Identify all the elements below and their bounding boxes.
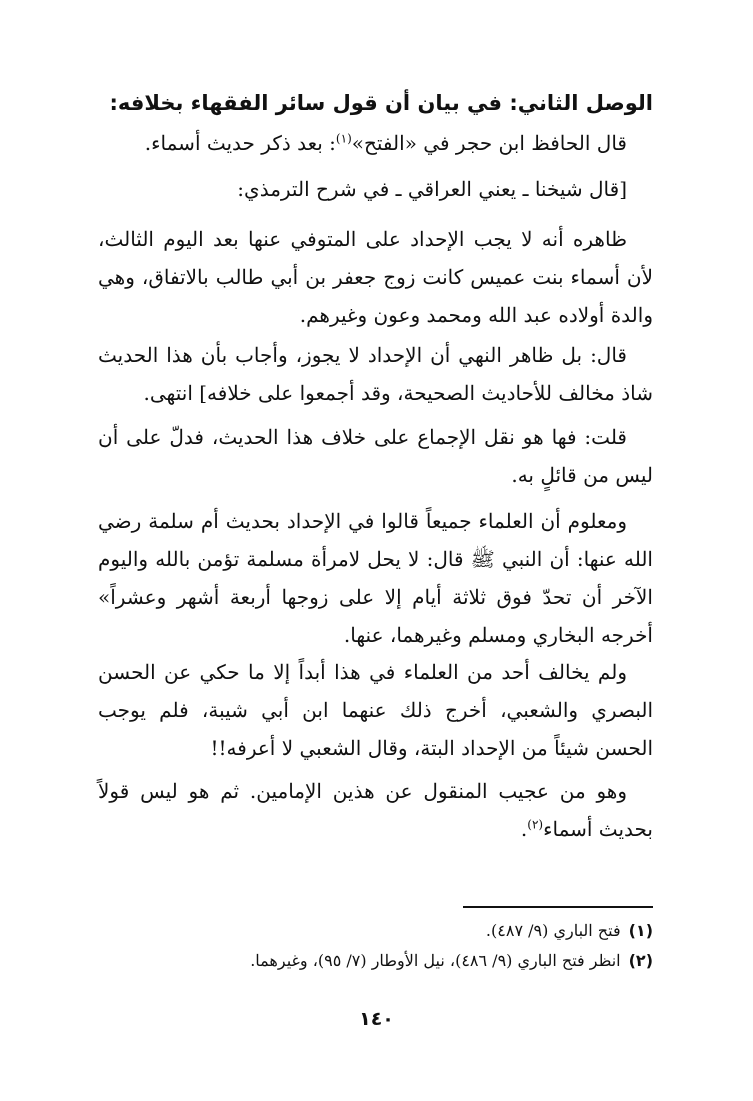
footnote-text: فتح الباري (٩/ ٤٨٧).	[485, 921, 621, 940]
paragraph-6: ومعلوم أن العلماء جميعاً قالوا في الإحداد بحديث أم سلمة رضي الله عنها: أن النبي ﷺ قال: لا يحل لامرأة مسلمة تؤمن بالله واليوم الآخر أن تحدّ فوق ثلاثة أيام إلا على زوجها أربعة أشهر وعشراً» أخرجه البخاري ومسلم وغيرهما، عنها.	[98, 509, 653, 647]
paragraph-8-text-b: .	[520, 817, 528, 841]
paragraph-1-text-b: : بعد ذكر حديث أسماء.	[144, 131, 336, 155]
paragraph-1-text-a: قال الحافظ ابن حجر في «الفتح»	[351, 131, 627, 155]
footnote-item	[98, 946, 653, 976]
paragraph-8	[98, 772, 653, 848]
paragraph-3: ظاهره أنه لا يجب الإحداد على المتوفي عنها بعد اليوم الثالث، لأن أسماء بنت عميس كانت زوج جعفر بن أبي طالب بالاتفاق، وهي والدة أولاده عبد الله ومحمد وعون وغيرهم.	[98, 227, 653, 327]
section-heading: الوصل الثاني: في بيان أن قول سائر الفقهاء بخلافه:	[109, 91, 653, 115]
footnotes	[98, 916, 653, 976]
footnote-ref-2: (٢)	[527, 817, 544, 832]
paragraph-8-text-a: وهو من عجيب المنقول عن هذين الإمامين. ثم هو ليس قولاً بحديث أسماء	[98, 779, 653, 841]
page-number: ١٤٠	[359, 1008, 394, 1030]
paragraph-2: [قال شيخنا ـ يعني العراقي ـ في شرح الترمذي:	[237, 177, 627, 201]
paragraph-5: قلت: فها هو نقل الإجماع على خلاف هذا الحديث، فدلّ على أن ليس من قائلٍ به.	[98, 425, 653, 487]
paragraph-4: قال: بل ظاهر النهي أن الإحداد لا يجوز، وأجاب بأن هذا الحديث شاذ مخالف للأحاديث الصحيحة، وقد أجمعوا على خلافه] انتهى.	[98, 343, 653, 405]
footnote-item	[98, 916, 653, 946]
footnote-number: (٢)	[628, 951, 653, 970]
footnote-number: (١)	[628, 921, 653, 940]
footnote-text: انظر فتح الباري (٩/ ٤٨٦)، نيل الأوطار (٧/ ٩٥)، وغيرهما.	[250, 951, 621, 970]
footnote-divider	[463, 906, 653, 908]
paragraph-1	[98, 124, 653, 162]
footnote-ref-1: (١)	[335, 131, 352, 146]
paragraph-7: ولم يخالف أحد من العلماء في هذا أبداً إلا ما حكي عن الحسن البصري والشعبي، أخرج ذلك عنهما ابن أبي شيبة، فلم يوجب الحسن شيئاً من الإحداد البتة، وقال الشعبي لا أعرفه!!	[98, 660, 653, 760]
